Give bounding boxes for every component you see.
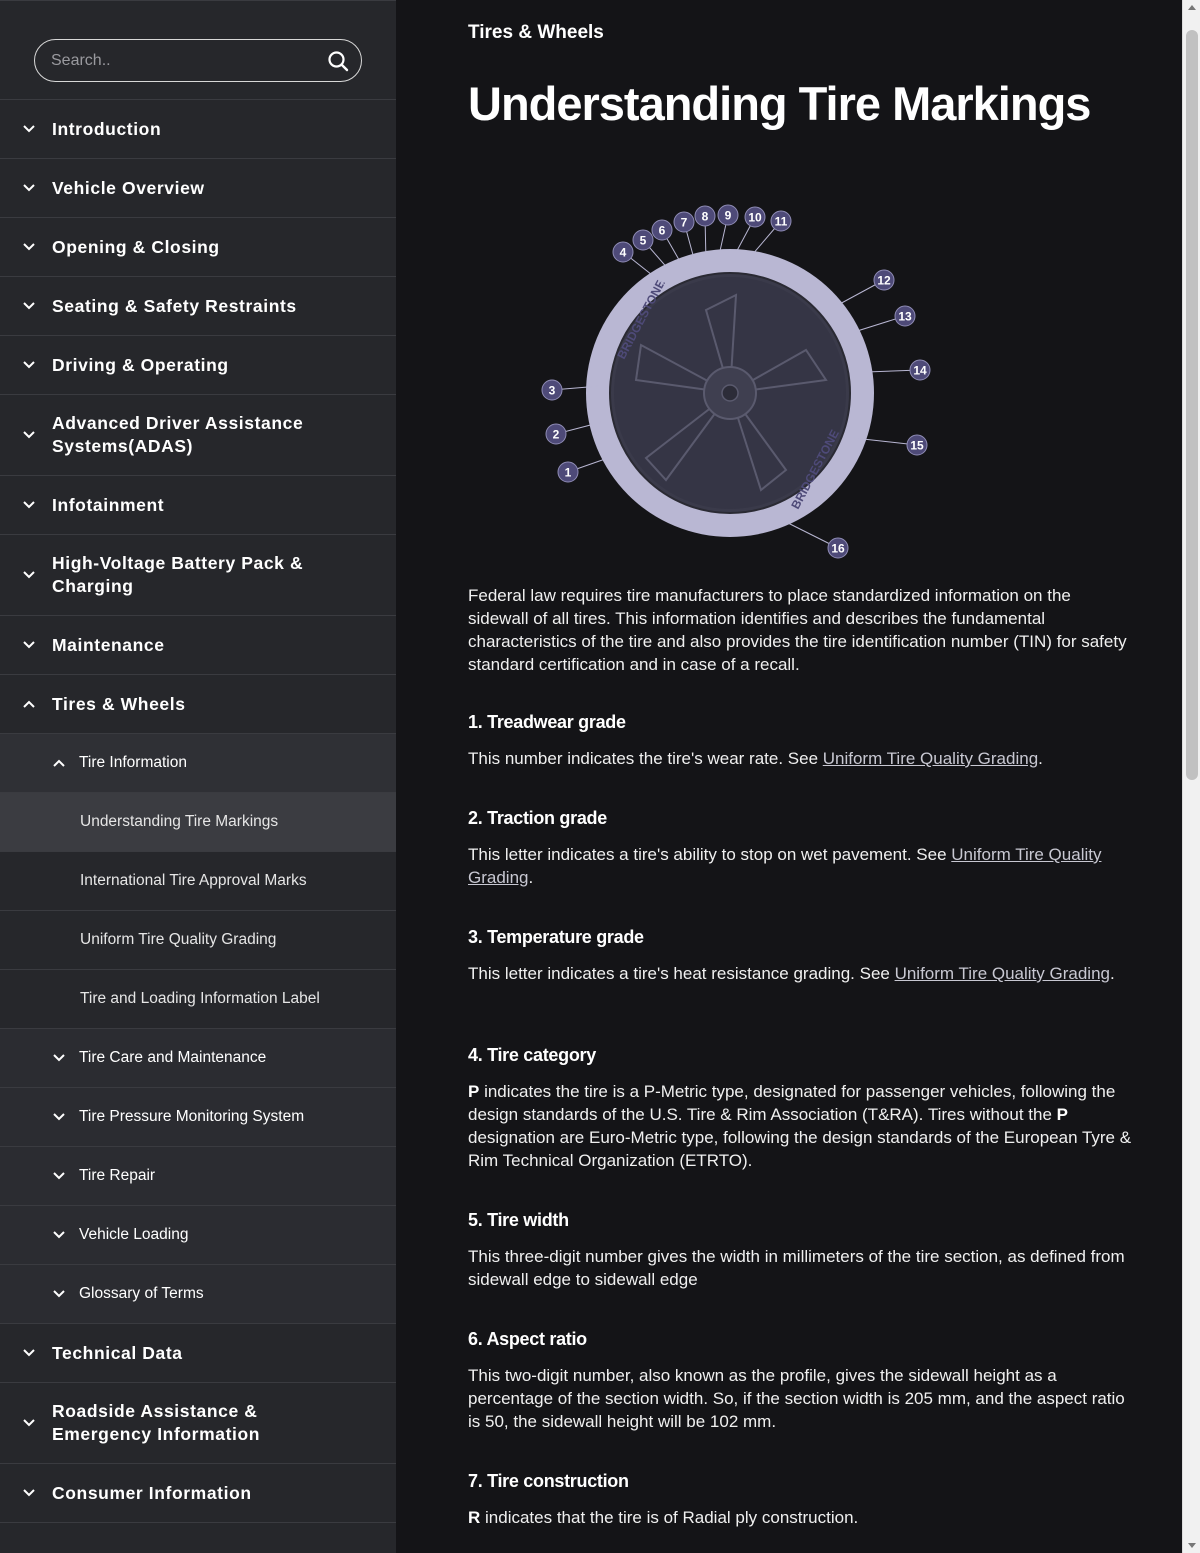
intro-paragraph: Federal law requires tire manufacturers to place standardized information on the sidewall of all tires. This information identifies and describes the fundamental characteristics of the tire and also provides the tire identification number (TIN) for safety standard certification and in case of a recall.	[468, 586, 1127, 674]
chevron-down-icon	[22, 360, 36, 370]
section-text	[468, 962, 1136, 985]
callout-number: 11	[774, 214, 788, 229]
scroll-up-arrow-icon[interactable]	[1188, 5, 1196, 10]
section-heading: 6. Aspect ratio	[468, 1329, 587, 1349]
chevron-down-icon	[22, 301, 36, 311]
sidebar-item-label: Opening & Closing	[52, 236, 220, 257]
section-tire-construction	[468, 1471, 1136, 1529]
sidebar-item-label: Roadside Assistance & Emergency Information	[52, 1401, 261, 1444]
sidebar-item-label: High-Voltage Battery Pack & Charging	[52, 553, 304, 596]
page-title: Understanding Tire Markings	[468, 77, 1091, 130]
chevron-down-icon	[22, 183, 36, 193]
callout-marker	[542, 380, 562, 400]
sidebar-item-opening-closing[interactable]	[0, 218, 396, 277]
section-text-end: .	[1109, 964, 1115, 983]
sidebar-leaf-international-approval-marks[interactable]	[0, 852, 396, 911]
sidebar-item-label: Consumer Information	[52, 1482, 252, 1503]
section-text	[468, 747, 1136, 770]
sidebar-item-label: Vehicle Overview	[52, 177, 205, 198]
sidebar-item-label: Introduction	[52, 118, 162, 139]
section-text	[468, 1080, 1136, 1172]
section-text-end: .	[528, 868, 534, 887]
brand-text: BRIDGESTONE	[614, 277, 668, 362]
callout-marker	[546, 424, 566, 444]
sidebar-subitem-tire-repair[interactable]	[0, 1147, 396, 1206]
scrollbar[interactable]	[1182, 0, 1200, 1553]
section-text-body: This number indicates the tire's wear rate. See	[468, 749, 823, 768]
section-tire-category	[468, 1045, 1136, 1172]
section-text: This two-digit number, also known as the profile, gives the sidewall height as a percentage of the section width. So, if the section width is 205 mm, and the aspect ratio is 50, the sidewall height will be 102 mm.	[468, 1366, 1125, 1431]
callout-number: 10	[748, 210, 762, 225]
callout-marker	[558, 462, 578, 482]
section-text	[468, 843, 1136, 889]
sidebar-item-roadside-assistance[interactable]	[0, 1383, 396, 1464]
sidebar-item-label: Technical Data	[52, 1342, 183, 1363]
callout-marker	[695, 206, 715, 226]
callout-marker	[718, 205, 738, 225]
chevron-down-icon	[22, 1488, 36, 1498]
callout-marker	[895, 306, 915, 326]
callout-number: 16	[831, 541, 845, 556]
sidebar-leaf-label: International Tire Approval Marks	[80, 872, 307, 889]
sidebar-item-tires-wheels[interactable]	[0, 675, 396, 734]
sidebar	[0, 0, 396, 1553]
bold-code: P	[1056, 1105, 1068, 1124]
sidebar-leaf-understanding-tire-markings[interactable]	[0, 793, 396, 852]
sidebar-item-seating-safety[interactable]	[0, 277, 396, 336]
callout-number: 7	[680, 215, 688, 230]
sidebar-subitem-label: Tire Pressure Monitoring System	[79, 1108, 305, 1125]
bold-code: P	[468, 1082, 480, 1101]
section-heading: 1. Treadwear grade	[468, 712, 626, 732]
section-heading: 7. Tire construction	[468, 1471, 629, 1491]
section-tire-width	[468, 1210, 1136, 1291]
section-text	[468, 1506, 1136, 1529]
chevron-down-icon	[22, 500, 36, 510]
chevron-down-icon	[52, 1053, 66, 1063]
section-heading: 2. Traction grade	[468, 808, 607, 828]
sidebar-leaf-label: Understanding Tire Markings	[80, 813, 279, 830]
sidebar-item-driving-operating[interactable]	[0, 336, 396, 395]
main-content	[396, 0, 1182, 1553]
chevron-down-icon	[52, 1230, 66, 1240]
callout-number: 14	[913, 363, 927, 378]
chevron-down-icon	[22, 1348, 36, 1358]
uniform-tire-quality-link[interactable]: Uniform Tire Quality Grading	[822, 749, 1039, 768]
sidebar-subitem-label: Tire Care and Maintenance	[79, 1049, 267, 1066]
callout-number: 3	[548, 383, 556, 398]
callout-marker	[613, 242, 633, 262]
uniform-tire-quality-link[interactable]: Uniform Tire Quality Grading	[894, 964, 1110, 983]
chevron-down-icon	[22, 430, 36, 440]
sidebar-item-label: Infotainment	[52, 494, 165, 515]
search-icon[interactable]	[327, 50, 349, 72]
callout-marker	[874, 270, 894, 290]
sidebar-leaf-label: Uniform Tire Quality Grading	[80, 931, 277, 948]
uniform-tire-quality-link[interactable]: Uniform Tire Quality Grading	[468, 845, 1102, 887]
chevron-down-icon	[22, 640, 36, 650]
callout-number: 13	[898, 309, 912, 324]
brand-text-lower: BRIDGESTONE	[788, 427, 842, 512]
sidebar-item-maintenance[interactable]	[0, 616, 396, 675]
sidebar-item-label: Seating & Safety Restraints	[52, 295, 297, 316]
sidebar-item-consumer-information[interactable]	[0, 1464, 396, 1523]
sidebar-leaf-label: Tire and Loading Information Label	[80, 990, 320, 1007]
chevron-up-icon	[52, 758, 66, 768]
chevron-down-icon	[52, 1289, 66, 1299]
callout-marker	[745, 207, 765, 227]
callout-marker	[907, 435, 927, 455]
tire-illustration	[586, 249, 874, 537]
sidebar-item-label: Driving & Operating	[52, 354, 229, 375]
search-box[interactable]	[34, 39, 362, 82]
chevron-down-icon	[52, 1171, 66, 1181]
sidebar-leaf-uniform-tire-quality-grading[interactable]	[0, 911, 396, 970]
section-heading: 3. Temperature grade	[468, 927, 644, 947]
section-text-body: indicates that the tire is of Radial ply construction.	[480, 1508, 859, 1527]
bold-code: R	[468, 1508, 481, 1527]
sidebar-subitem-label: Tire Repair	[79, 1167, 156, 1184]
section-text-body: indicates the tire is a P-Metric type, designated for passenger vehicles, following the design standards of the U.S. Tire & Rim Association (T&RA). Tires without the	[468, 1082, 1116, 1124]
section-text-body-2: designation are Euro-Metric type, following the design standards of the European Tyre & Rim Technical Organization (ETRTO).	[468, 1128, 1132, 1170]
sidebar-item-battery-charging[interactable]	[0, 535, 396, 616]
section-aspect-ratio	[468, 1329, 1136, 1433]
scroll-down-arrow-icon[interactable]	[1188, 1543, 1196, 1548]
search-area	[0, 0, 396, 100]
sidebar-item-adas[interactable]	[0, 395, 396, 476]
sidebar-subitem-glossary[interactable]	[0, 1265, 396, 1324]
callout-number: 15	[910, 438, 924, 453]
sidebar-subitem-vehicle-loading[interactable]	[0, 1206, 396, 1265]
sidebar-item-introduction[interactable]	[0, 100, 396, 159]
sidebar-subitem-label: Vehicle Loading	[79, 1226, 189, 1243]
sidebar-subitem-tire-information[interactable]	[0, 734, 396, 793]
callout-number: 4	[619, 245, 627, 260]
chevron-down-icon	[22, 1418, 36, 1428]
callout-marker	[828, 538, 848, 558]
breadcrumb[interactable]: Tires & Wheels	[468, 22, 604, 43]
search-input[interactable]	[51, 50, 321, 72]
callout-number: 1	[564, 465, 572, 480]
callout-number: 6	[658, 223, 666, 238]
sidebar-leaf-tire-loading-label[interactable]	[0, 970, 396, 1029]
callout-marker	[910, 360, 930, 380]
sidebar-item-technical-data[interactable]	[0, 1324, 396, 1383]
callout-number: 12	[877, 273, 891, 288]
section-heading: 4. Tire category	[468, 1045, 596, 1065]
chevron-up-icon	[22, 699, 36, 709]
sidebar-subitem-tpms[interactable]	[0, 1088, 396, 1147]
tire-markings-diagram	[536, 200, 956, 568]
callout-number: 8	[701, 209, 709, 224]
callout-marker	[771, 211, 791, 231]
chevron-down-icon	[22, 570, 36, 580]
scrollbar-thumb[interactable]	[1186, 30, 1198, 780]
callout-marker	[674, 212, 694, 232]
sidebar-item-infotainment[interactable]	[0, 476, 396, 535]
section-text-body: This letter indicates a tire's heat resistance grading. See	[468, 964, 895, 983]
sidebar-subitem-label: Glossary of Terms	[79, 1285, 204, 1302]
section-heading: 5. Tire width	[468, 1210, 569, 1230]
sidebar-item-vehicle-overview[interactable]	[0, 159, 396, 218]
callout-number: 5	[639, 233, 647, 248]
section-text: This three-digit number gives the width in millimeters of the tire section, as defined from sidewall edge to sidewall edge	[468, 1247, 1125, 1289]
callout-number: 2	[552, 427, 560, 442]
section-treadwear	[468, 712, 1136, 770]
section-traction	[468, 808, 1136, 889]
section-text-body: This letter indicates a tire's ability to stop on wet pavement. See	[468, 845, 952, 864]
chevron-down-icon	[22, 242, 36, 252]
callout-marker	[633, 230, 653, 250]
callout-marker	[652, 220, 672, 240]
sidebar-item-label: Maintenance	[52, 634, 165, 655]
sidebar-subitem-label: Tire Information	[79, 754, 187, 771]
chevron-down-icon	[52, 1112, 66, 1122]
section-temperature	[468, 927, 1136, 985]
section-text-end: .	[1038, 749, 1043, 768]
sidebar-subitem-tire-care[interactable]	[0, 1029, 396, 1088]
sidebar-item-label: Advanced Driver Assistance Systems(ADAS)	[52, 413, 304, 456]
chevron-down-icon	[22, 124, 36, 134]
sidebar-item-label: Tires & Wheels	[52, 693, 186, 714]
callout-number: 9	[724, 208, 732, 223]
